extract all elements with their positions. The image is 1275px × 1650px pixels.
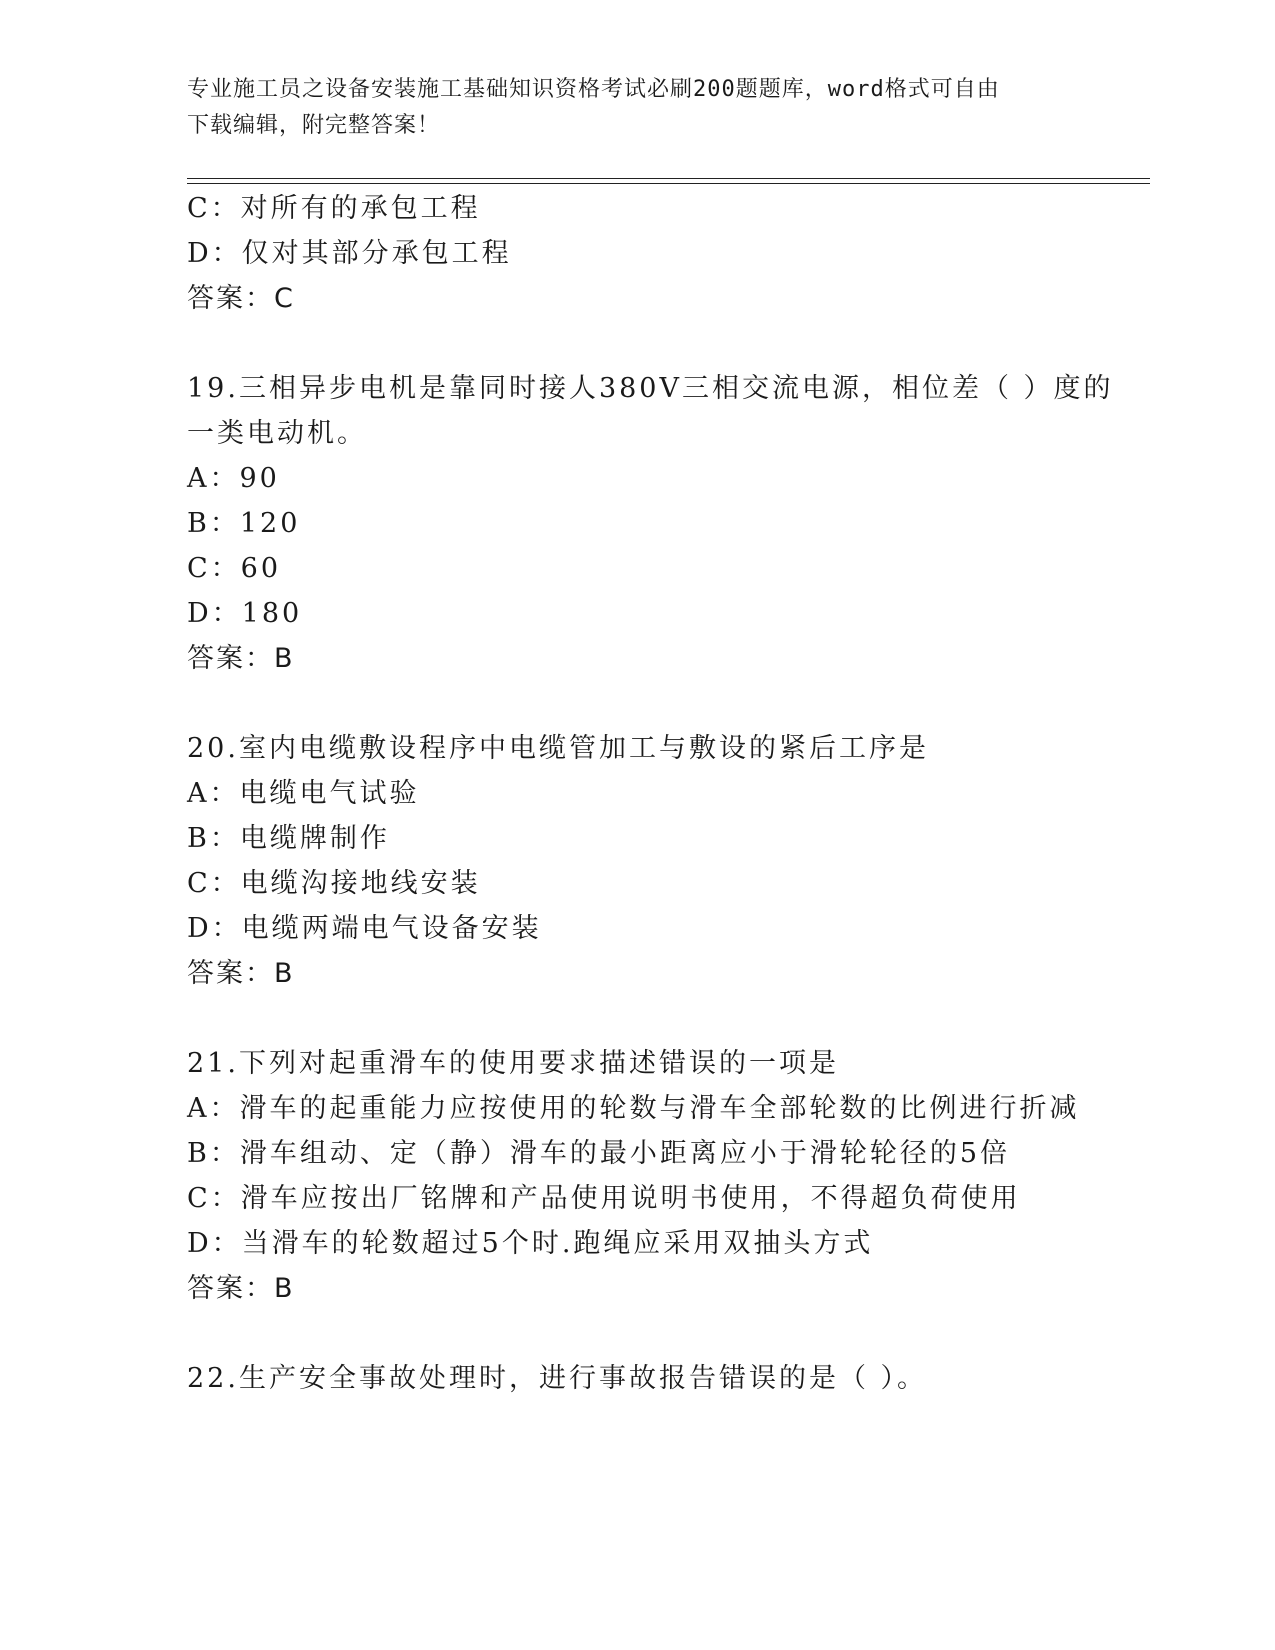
q21-option-a: A：滑车的起重能力应按使用的轮数与滑车全部轮数的比例进行折减 <box>187 1093 1080 1124</box>
q21-option-d: D：当滑车的轮数超过5个时.跑绳应采用双抽头方式 <box>187 1228 874 1259</box>
q20-option-d: D：电缆两端电气设备安装 <box>187 913 542 944</box>
q18-option-d: D：仅对其部分承包工程 <box>187 238 512 269</box>
q19-option-b: B：120 <box>187 508 301 539</box>
q19-option-a: A：90 <box>187 463 280 494</box>
header-title-line1: 专业施工员之设备安装施工基础知识资格考试必刷200题题库，word格式可自由 <box>187 77 1000 102</box>
q19-option-d: D：180 <box>187 598 303 629</box>
q20-option-b: B：电缆牌制作 <box>187 823 390 854</box>
header-divider-bottom <box>187 183 1150 184</box>
q19-answer: 答案：B <box>187 643 295 674</box>
q20-answer: 答案：B <box>187 958 295 989</box>
q19-stem-line1: 19.三相异步电机是靠同时接人380V三相交流电源，相位差（ ）度的 <box>187 373 1114 404</box>
q20-option-a: A：电缆电气试验 <box>187 778 420 809</box>
q21-answer: 答案：B <box>187 1273 295 1304</box>
header-divider-top <box>187 178 1150 179</box>
page-header <box>187 72 1087 144</box>
q21-option-c: C：滑车应按出厂铭牌和产品使用说明书使用，不得超负荷使用 <box>187 1183 1021 1214</box>
q21-stem: 21.下列对起重滑车的使用要求描述错误的一项是 <box>187 1048 839 1079</box>
header-title-line2: 下载编辑，附完整答案！ <box>187 113 441 138</box>
q19-option-c: C：60 <box>187 553 282 584</box>
q19-stem-line2: 一类电动机。 <box>187 418 367 449</box>
q22-stem: 22.生产安全事故处理时，进行事故报告错误的是（ ）。 <box>187 1363 928 1394</box>
q21-option-b: B：滑车组动、定（静）滑车的最小距离应小于滑轮轮径的5倍 <box>187 1138 1011 1169</box>
q20-stem: 20.室内电缆敷设程序中电缆管加工与敷设的紧后工序是 <box>187 733 929 764</box>
q18-option-c: C：对所有的承包工程 <box>187 193 481 224</box>
q20-option-c: C：电缆沟接地线安装 <box>187 868 481 899</box>
q18-answer: 答案：C <box>187 283 295 314</box>
